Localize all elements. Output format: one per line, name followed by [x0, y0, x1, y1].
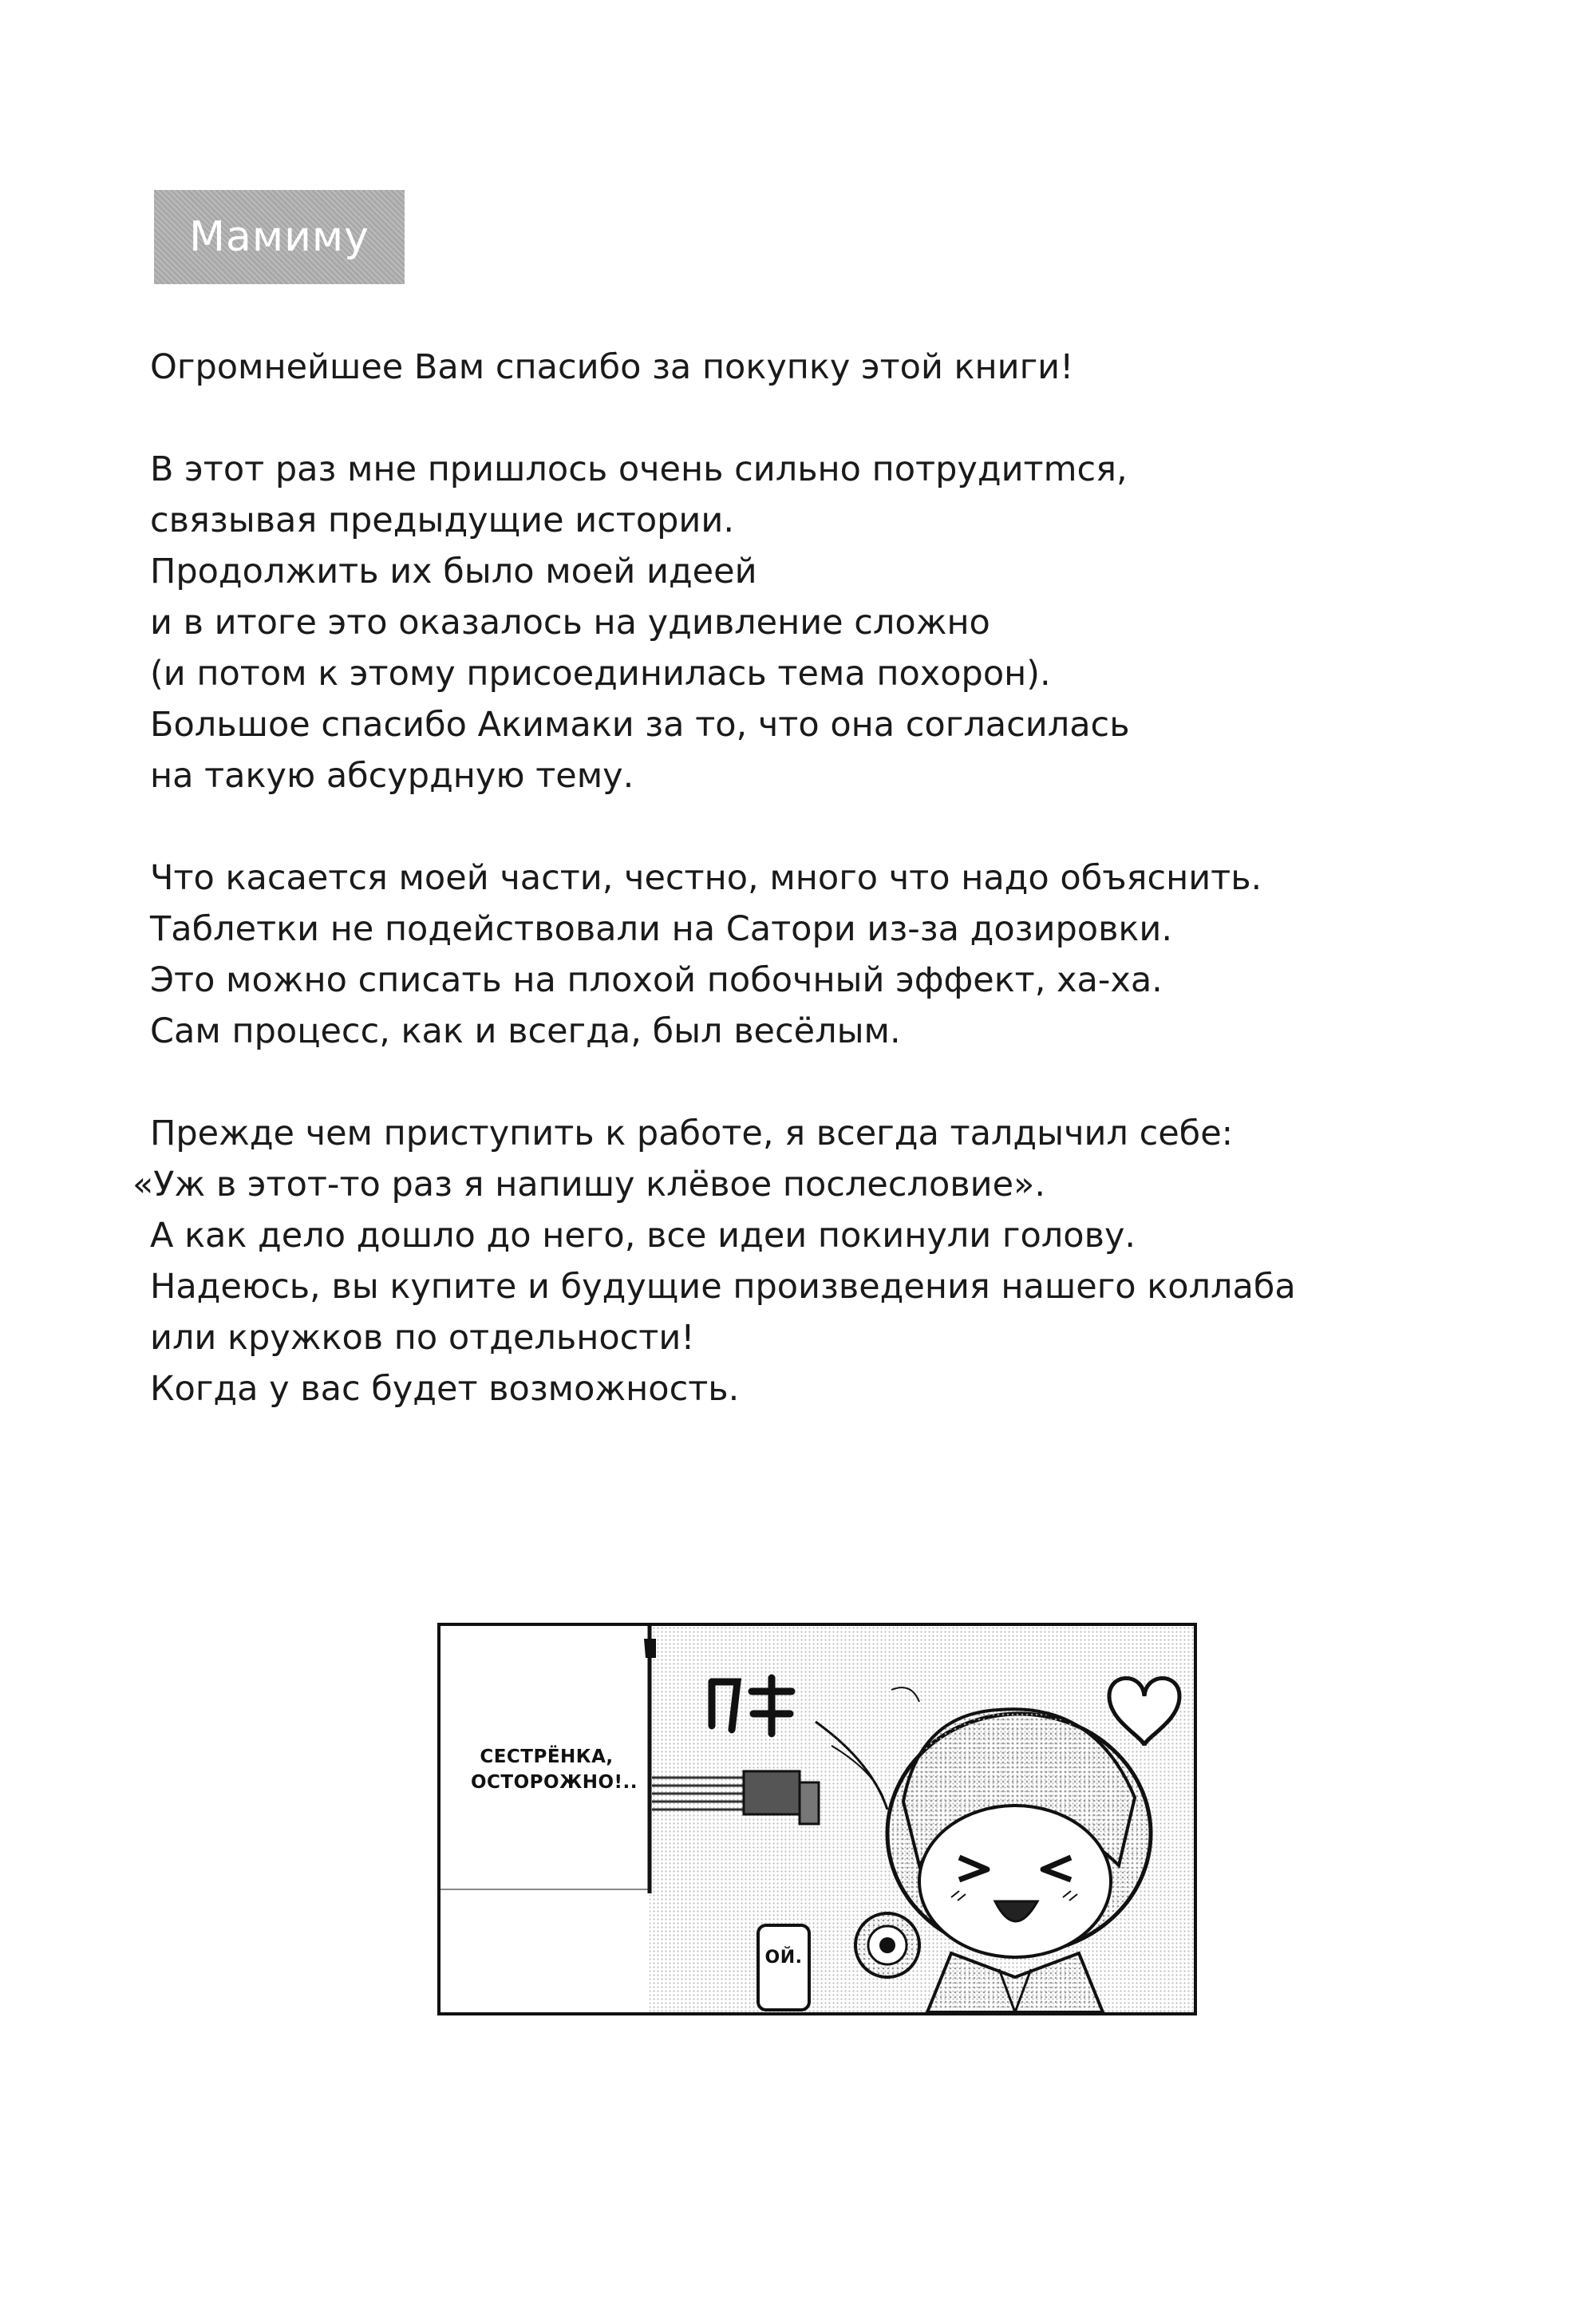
text-line: В этот раз мне пришлось очень сильно потрудитmся,: [150, 449, 1128, 489]
text-line: на такую абсурдную тему.: [150, 756, 634, 796]
text-line: Таблетки не подействовали на Сатори из-за дозировки.: [150, 909, 1172, 949]
text-line: Надеюсь, вы купите и будущие произведения нашего коллаба: [150, 1267, 1296, 1307]
afterword-text: [132, 342, 1539, 1466]
text-line: Продолжить их было моей идеей: [150, 552, 757, 591]
paragraph: [150, 342, 1539, 393]
paragraph: [132, 1108, 1539, 1414]
author-name: Мамиму: [189, 213, 369, 261]
text-line: Огромнейшее Вам спасибо за покупку этой книги!: [150, 347, 1074, 387]
text-line: или кружков по отдельности!: [150, 1318, 695, 1358]
text-line: Прежде чем приступить к работе, я всегда талдычил себе:: [150, 1114, 1234, 1153]
text-line: и в итоге это оказалось на удивление сложно: [150, 603, 990, 643]
text-line: связывая предыдущие истории.: [150, 500, 734, 540]
speech-bubble-main: [471, 1744, 638, 1795]
comic-panel: [437, 1623, 1197, 2015]
text-line: Что касается моей части, честно, много что надо объяснить.: [150, 858, 1262, 898]
text-line: (и потом к этому присоединилась тема похорон).: [150, 654, 1051, 694]
text-line: Сам процесс, как и всегда, был весёлым.: [150, 1011, 901, 1051]
text-line: Это можно списать на плохой побочный эффект, ха-ха.: [150, 960, 1163, 1000]
paragraph: [150, 852, 1539, 1057]
text-line: «Уж в этот-то раз я напишу клёвое послесловие».: [132, 1165, 1046, 1205]
speech-line: ОСТОРОЖНО!..: [471, 1772, 638, 1793]
speech-line: СЕСТРЁНКА,: [480, 1746, 614, 1767]
text-line: Большое спасибо Акимаки за то, что она согласилась: [150, 705, 1130, 745]
author-name-tag: [154, 190, 405, 284]
comic-illustration: [440, 1626, 1194, 2012]
text-line: Когда у вас будет возможность.: [150, 1369, 740, 1409]
text-line: А как дело дошло до него, все идеи покинули голову.: [150, 1216, 1136, 1256]
speech-bubble-small: ОЙ.: [764, 1948, 803, 1968]
paragraph: [150, 444, 1539, 801]
